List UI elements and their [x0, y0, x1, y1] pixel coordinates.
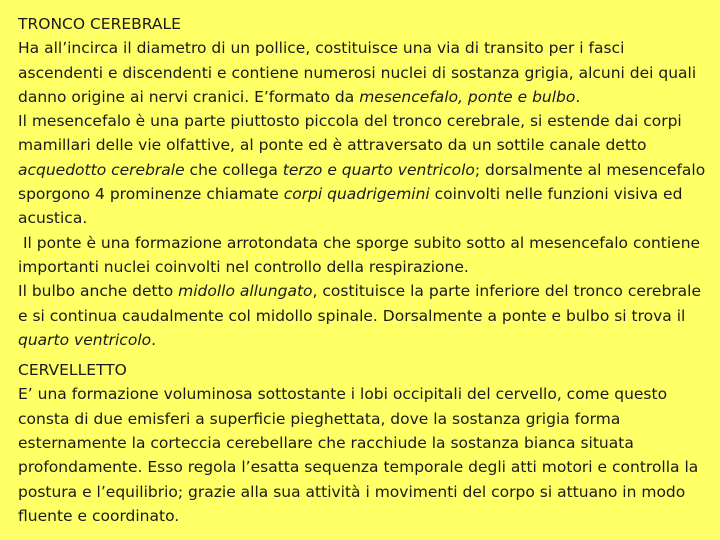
italic-term-acquedotto: acquedotto cerebrale	[18, 160, 185, 179]
text-run: anche detto	[75, 282, 179, 301]
paragraph-cervelletto: E’ una formazione voluminosa sottostante i lobi occipitali del cervello, come questo consta di due emisferi a superficie pieghettata, dove la sostanza grigia forma esternamente la corteccia cerebellare che racchiude la sostanza bianca situata profondamente. Esso regola l’esatta sequenza temporale degli atti motori e controlla la postura e l’equilibrio; grazie alla sua attività i movimenti del corpo si attuano in modo fluente e coordinato.	[18, 385, 699, 525]
text-run: .	[151, 330, 157, 349]
term-bulbo: bulbo	[31, 282, 76, 301]
text-run: che collega	[184, 160, 283, 179]
section-heading-tronco-cerebrale: TRONCO CEREBRALE	[18, 15, 181, 33]
text-run: è una parte piuttosto piccola del tronco cerebrale, si estende dai corpi mamillari delle vie olfattive, al ponte ed è attraversato da un sottile canale detto	[18, 112, 682, 155]
italic-term-quarto-ventricolo: quarto ventricolo	[18, 330, 152, 349]
text-run: coinvolti nelle funzioni visiva ed acustica.	[18, 185, 683, 228]
italic-term-ventricoli: terzo e quarto ventricolo	[282, 160, 475, 179]
paragraph-mesencefalo	[18, 109, 710, 230]
text-run: è una formazione arrotondata che sporge subito sotto al mesencefalo contiene importanti nuclei coinvolti nel controllo della respirazione.	[18, 233, 701, 276]
italic-term-corpi-quadrigemini: corpi quadrigemini	[283, 185, 430, 204]
paragraph-bulbo	[18, 279, 710, 352]
section-tronco-cerebrale	[18, 12, 710, 352]
text-run: Il	[18, 233, 37, 252]
text-run: , costituisce la parte inferiore del tronco cerebrale e si continua caudalmente col midollo spinale. Dorsalmente a ponte e bulbo si trova il	[18, 282, 702, 325]
term-mesencefalo: mesencefalo	[31, 112, 131, 131]
term-ponte: ponte	[36, 233, 82, 252]
paragraph-ponte	[18, 231, 710, 280]
text-run: ; dorsalmente al mesencefalo sporgono 4 prominenze chiamate	[18, 160, 706, 204]
text-run: Ha all’incirca il diametro di un pollice, costituisce una via di transito per i fasci ascendenti e discendenti e contiene numerosi nuclei di sostanza grigia, alcuni dei quali danno origine ai nervi cranici. E’formato da	[18, 39, 697, 106]
text-run: Il	[18, 282, 32, 301]
section-heading-cervelletto: CERVELLETTO	[18, 361, 127, 380]
italic-term-midollo-allungato: midollo allungato	[178, 282, 313, 301]
italic-term-mesencefalo-ponte-bulbo: mesencefalo, ponte e bulbo	[359, 87, 576, 106]
text-run: Il	[18, 112, 32, 131]
section-cervelletto	[18, 358, 710, 528]
text-run: .	[575, 87, 581, 106]
paragraph-tronco-intro	[18, 36, 710, 109]
